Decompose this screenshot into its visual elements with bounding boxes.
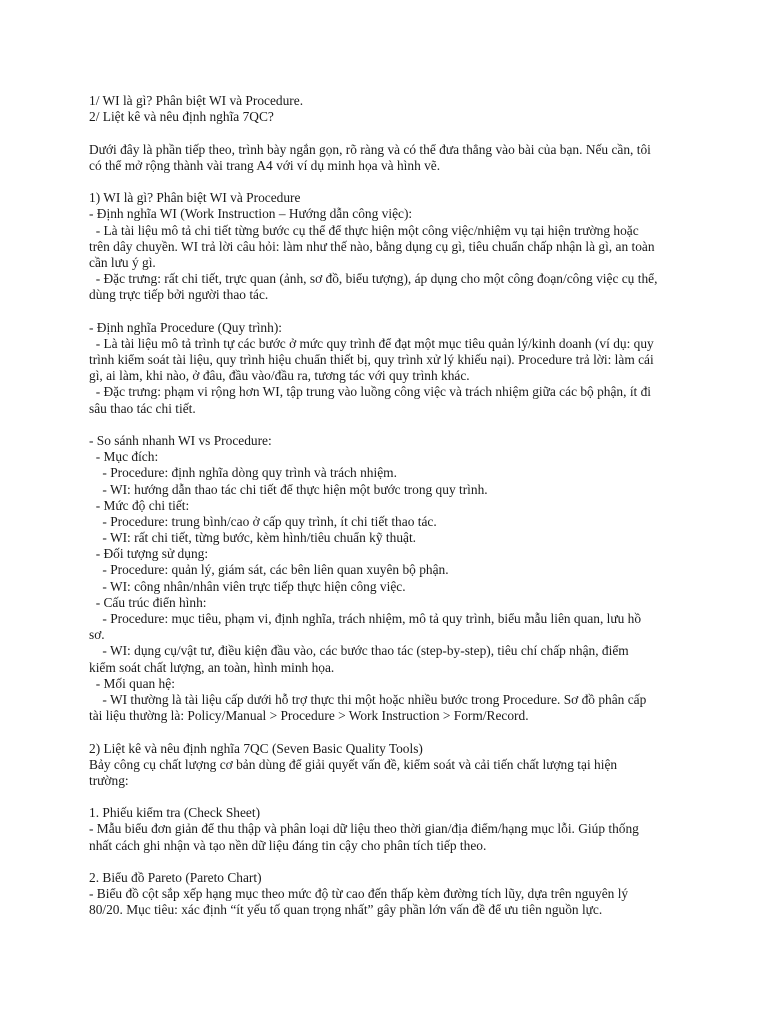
text-line: - Mục đích: — [89, 449, 159, 465]
text-line: - Procedure: trung bình/cao ở cấp quy trình, ít chi tiết thao tác. — [89, 513, 437, 529]
text-line: - WI thường là tài liệu cấp dưới hỗ trợ thực thi một hoặc nhiều bước trong Procedure. Sơ đồ phân cấp — [89, 691, 647, 707]
paragraph-gap — [89, 854, 681, 870]
text-line: nhất cách ghi nhận và tạo nền dữ liệu đáng tin cậy cho phân tích tiếp theo. — [89, 837, 487, 853]
text-line: - Là tài liệu mô tả trình tự các bước ở mức quy trình để đạt một mục tiêu quản lý/kinh doanh (ví dụ: quy — [89, 335, 654, 351]
paragraph — [89, 142, 681, 174]
text-line: 2/ Liệt kê và nêu định nghĩa 7QC? — [89, 109, 274, 125]
text-line: - Mối quan hệ: — [89, 675, 175, 691]
text-line: 1) WI là gì? Phân biệt WI và Procedure — [89, 190, 301, 206]
text-line: sâu thao tác chi tiết. — [89, 400, 196, 416]
text-line: - WI: công nhân/nhân viên trực tiếp thực hiện công việc. — [89, 578, 406, 594]
text-line: gì, ai làm, khi nào, ở đâu, đầu vào/đầu ra, tương tác với quy trình khác. — [89, 368, 470, 384]
text-line: - Mẫu biểu đơn giản để thu thập và phân loại dữ liệu theo thời gian/địa điểm/hạng mục lỗi. Giúp thống — [89, 821, 639, 837]
paragraph — [89, 741, 681, 790]
paragraph — [89, 433, 681, 724]
text-line: - Định nghĩa WI (Work Instruction – Hướng dẫn công việc): — [89, 206, 413, 222]
text-line: sơ. — [89, 627, 105, 643]
text-line: - Đặc trưng: phạm vi rộng hơn WI, tập trung vào luồng công việc và trách nhiệm giữa các bộ phận, ít đi — [89, 384, 652, 400]
paragraph — [89, 93, 681, 125]
paragraph — [89, 870, 681, 919]
paragraph-gap — [89, 789, 681, 805]
text-line: Dưới đây là phần tiếp theo, trình bày ngắn gọn, rõ ràng và có thể đưa thẳng vào bài của bạn. Nếu cần, tôi — [89, 141, 651, 157]
text-line: - Procedure: quản lý, giám sát, các bên liên quan xuyên bộ phận. — [89, 562, 449, 578]
paragraph-gap — [89, 303, 681, 319]
text-line: Bảy công cụ chất lượng cơ bản dùng để giải quyết vấn đề, kiểm soát và cải tiến chất lượng tại hiện — [89, 756, 618, 772]
text-line: - Biểu đồ cột sắp xếp hạng mục theo mức độ từ cao đến thấp kèm đường tích lũy, dựa trên nguyên lý — [89, 886, 629, 902]
paragraph-gap — [89, 125, 681, 141]
paragraph-gap — [89, 417, 681, 433]
text-line: - Đặc trưng: rất chi tiết, trực quan (ảnh, sơ đồ, biểu tượng), áp dụng cho một công đoạn/công việc cụ thể, — [89, 271, 658, 287]
text-line: 80/20. Mục tiêu: xác định “ít yếu tố quan trọng nhất” gây phần lớn vấn đề để ưu tiên nguồn lực. — [89, 902, 603, 918]
text-line: 1/ WI là gì? Phân biệt WI và Procedure. — [89, 93, 304, 108]
text-line: - Mức độ chi tiết: — [89, 497, 190, 513]
text-line: 2. Biểu đồ Pareto (Pareto Chart) — [89, 870, 262, 885]
text-line: - Cấu trúc điển hình: — [89, 594, 207, 610]
text-line: - So sánh nhanh WI vs Procedure: — [89, 432, 272, 448]
text-line: - Là tài liệu mô tả chi tiết từng bước cụ thể để thực hiện một công việc/nhiệm vụ tại hiện trường hoặc — [89, 222, 639, 238]
text-line: - Procedure: mục tiêu, phạm vi, định nghĩa, trách nhiệm, mô tả quy trình, biểu mẫu liên quan, lưu hồ — [89, 611, 642, 626]
text-line: 1. Phiếu kiểm tra (Check Sheet) — [89, 805, 261, 821]
paragraph-gap — [89, 724, 681, 740]
text-line: - WI: dụng cụ/vật tư, điều kiện đầu vào, các bước thao tác (step-by-step), tiêu chí chấp nhận, điểm — [89, 643, 629, 659]
text-line: 2) Liệt kê và nêu định nghĩa 7QC (Seven Basic Quality Tools) — [89, 740, 423, 756]
paragraph — [89, 190, 681, 303]
text-line: - WI: rất chi tiết, từng bước, kèm hình/tiêu chuẩn kỹ thuật. — [89, 530, 417, 546]
text-line: - Đối tượng sử dụng: — [89, 546, 209, 562]
paragraph-gap — [89, 174, 681, 190]
paragraph — [89, 320, 681, 417]
text-line: cần lưu ý gì. — [89, 254, 156, 270]
text-line: - WI: hướng dẫn thao tác chi tiết để thực hiện một bước trong quy trình. — [89, 481, 488, 497]
document-body — [89, 93, 681, 919]
paragraph — [89, 805, 681, 854]
text-line: tài liệu thường là: Policy/Manual > Procedure > Work Instruction > Form/Record. — [89, 708, 529, 724]
text-line: trên dây chuyền. WI trả lời câu hỏi: làm như thế nào, bằng dụng cụ gì, tiêu chuẩn chấp nhận là gì, an toàn — [89, 238, 655, 254]
text-line: trình kiểm soát tài liệu, quy trình hiệu chuẩn thiết bị, quy trình xử lý khiếu nại). Procedure trả lời: làm cái — [89, 352, 654, 367]
text-line: kiểm soát chất lượng, an toàn, hình minh họa. — [89, 659, 335, 675]
text-line: - Định nghĩa Procedure (Quy trình): — [89, 319, 283, 335]
text-line: - Procedure: định nghĩa dòng quy trình và trách nhiệm. — [89, 465, 397, 481]
text-line: có thể mở rộng thành vài trang A4 với ví dụ minh họa và hình vẽ. — [89, 157, 441, 173]
text-line: trường: — [89, 772, 129, 788]
text-line: dùng trực tiếp bởi người thao tác. — [89, 287, 269, 303]
